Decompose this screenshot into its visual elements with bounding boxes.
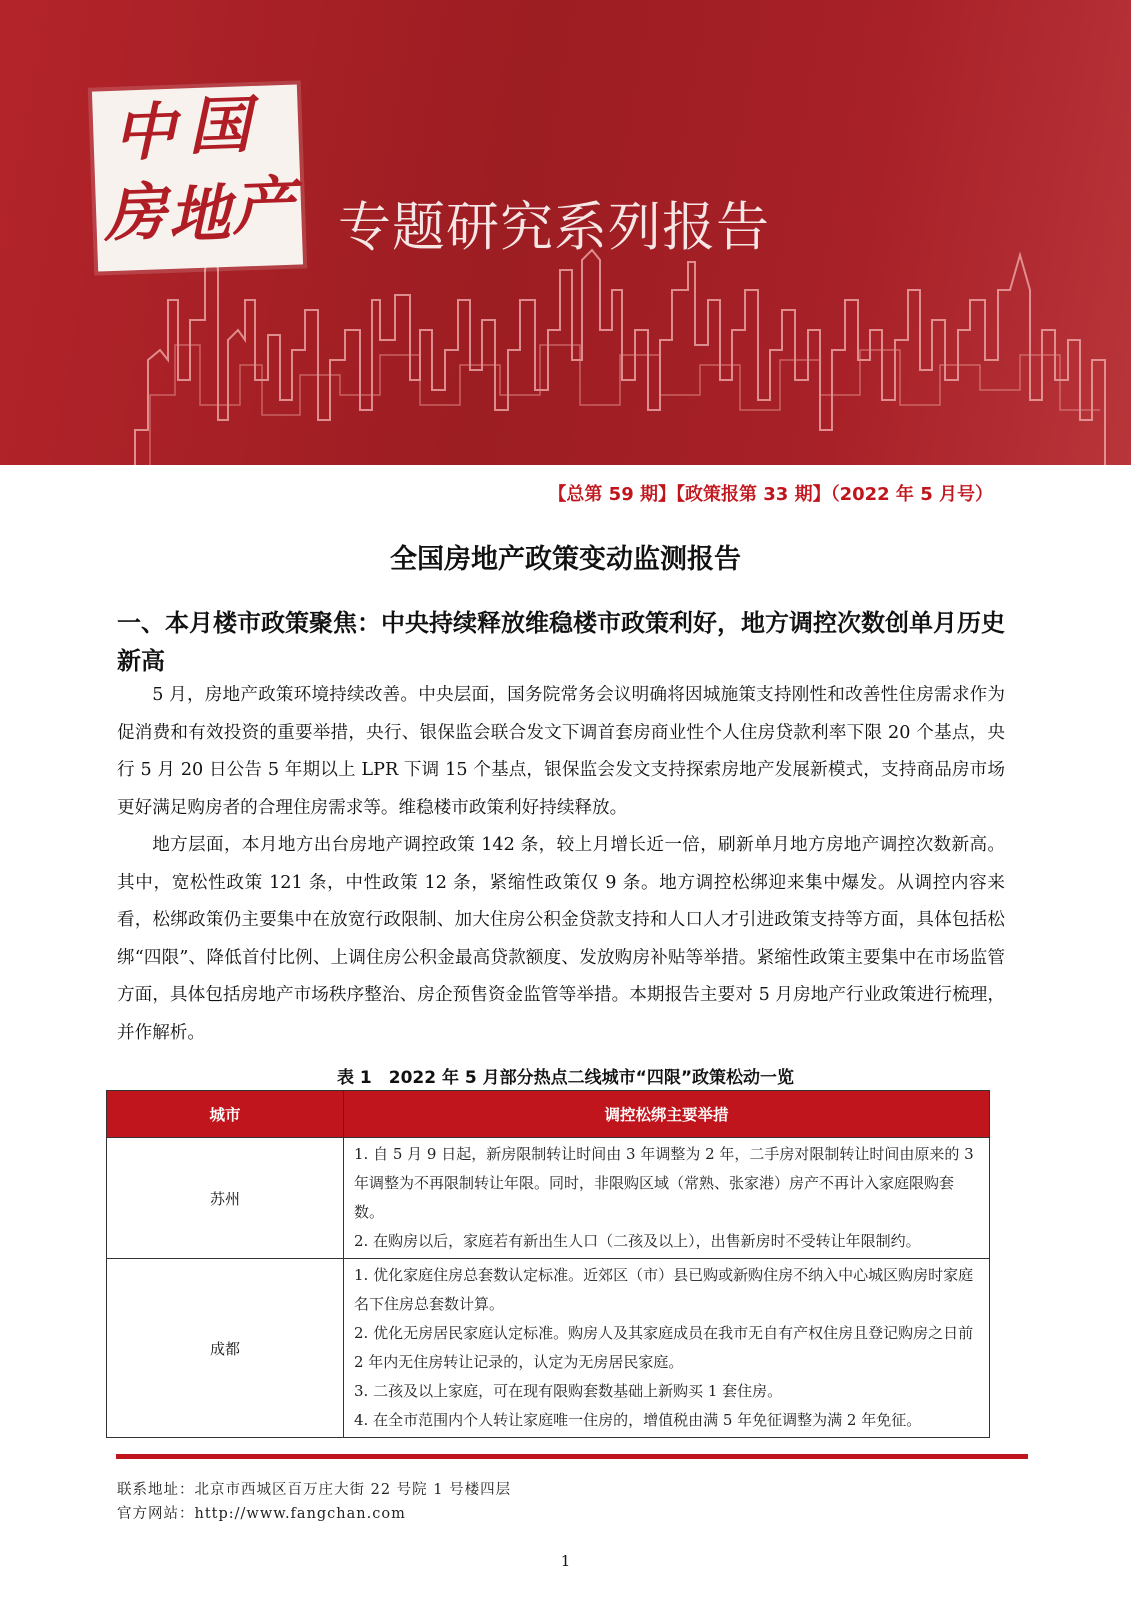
table-row xyxy=(107,1259,990,1438)
page-number: 1 xyxy=(560,1552,571,1570)
issue-number: 【总第 59 期】【政策报第 33 期】（2022 年 5 月号） xyxy=(548,484,993,505)
body-paragraph: 5 月，房地产政策环境持续改善。中央层面，国务院常务会议明确将因城施策支持刚性和改善性住房需求作为促消费和有效投资的重要举措，央行、银保监会联合发文下调首套房商业性个人住房贷款利率下限 20 个基点，央行 5 月 20 日公告 5 年期以上 LPR 下调 15 个基点，银保监会发文支持探索房地产发展新模式，支持商品房市场更好满足购房者的合理住房需求等。维稳楼市政策利好持续释放。 xyxy=(117,685,1005,818)
series-title: 专题研究系列报告 xyxy=(338,197,770,258)
header-banner xyxy=(0,0,1131,465)
city-cell: 苏州 xyxy=(107,1138,344,1259)
table-caption: 表 1 2022 年 5 月部分热点二线城市“四限”政策松动一览 xyxy=(337,1068,794,1088)
policy-table xyxy=(106,1090,990,1438)
logo-seal: 中 国 房 地 产 xyxy=(92,84,303,271)
table-row xyxy=(107,1138,990,1259)
footer-divider xyxy=(116,1454,1028,1459)
column-header-city: 城市 xyxy=(107,1091,344,1138)
contact-address: 联系地址：北京市西城区百万庄大街 22 号院 1 号楼四层 xyxy=(117,1482,512,1498)
body-paragraph: 地方层面，本月地方出台房地产调控政策 142 条，较上月增长近一倍，刷新单月地方房地产调控次数新高。其中，宽松性政策 121 条，中性政策 12 条，紧缩性政策仅 9 条。地方调控松绑迎来集中爆发。从调控内容来看，松绑政策仍主要集中在放宽行政限制、加大住房公积金贷款支持和人口人才引进政策支持等方面，具体包括松绑“四限”、降低首付比例、上调住房公积金最高贷款额度、发放购房补贴等举措。紧缩性政策主要集中在市场监管方面，具体包括房地产市场秩序整治、房企预售资金监管等举措。本期报告主要对 5 月房地产行业政策进行梳理，并作解析。 xyxy=(117,835,1005,1043)
measure-item: 1. 自 5 月 9 日起，新房限制转让时间由 3 年调整为 2 年，二手房对限制转让时间由原来的 3 年调整为不再限制转让年限。同时，非限购区域（常熟、张家港）房产不再计入家庭限购套数。 xyxy=(354,1145,974,1221)
measure-item: 4. 在全市范围内个人转让家庭唯一住房的，增值税由满 5 年免征调整为满 2 年免征。 xyxy=(354,1411,922,1429)
measure-item: 2. 优化无房居民家庭认定标准。购房人及其家庭成员在我市无自有产权住房且登记购房之日前 2 年内无住房转让记录的，认定为无房居民家庭。 xyxy=(354,1324,974,1371)
measure-item: 1. 优化家庭住房总套数认定标准。近郊区（市）县已购或新购住房不纳入中心城区购房时家庭名下住房总套数计算。 xyxy=(354,1266,974,1313)
column-header-measures: 调控松绑主要举措 xyxy=(344,1091,990,1138)
website-link[interactable]: 官方网站：http://www.fangchan.com xyxy=(117,1506,406,1522)
report-title: 全国房地产政策变动监测报告 xyxy=(390,544,741,575)
measures-cell xyxy=(344,1259,990,1438)
city-cell: 成都 xyxy=(107,1259,344,1438)
measures-cell xyxy=(344,1138,990,1259)
table-header-row xyxy=(107,1091,990,1138)
measure-item: 2. 在购房以后，家庭若有新出生人口（二孩及以上），出售新房时不受转让年限制约。 xyxy=(354,1232,921,1250)
section-heading: 一、本月楼市政策聚焦：中央持续释放维稳楼市政策利好，地方调控次数创单月历史新高 xyxy=(117,609,1005,675)
measure-item: 3. 二孩及以上家庭，可在现有限购套数基础上新购买 1 套住房。 xyxy=(354,1382,783,1400)
